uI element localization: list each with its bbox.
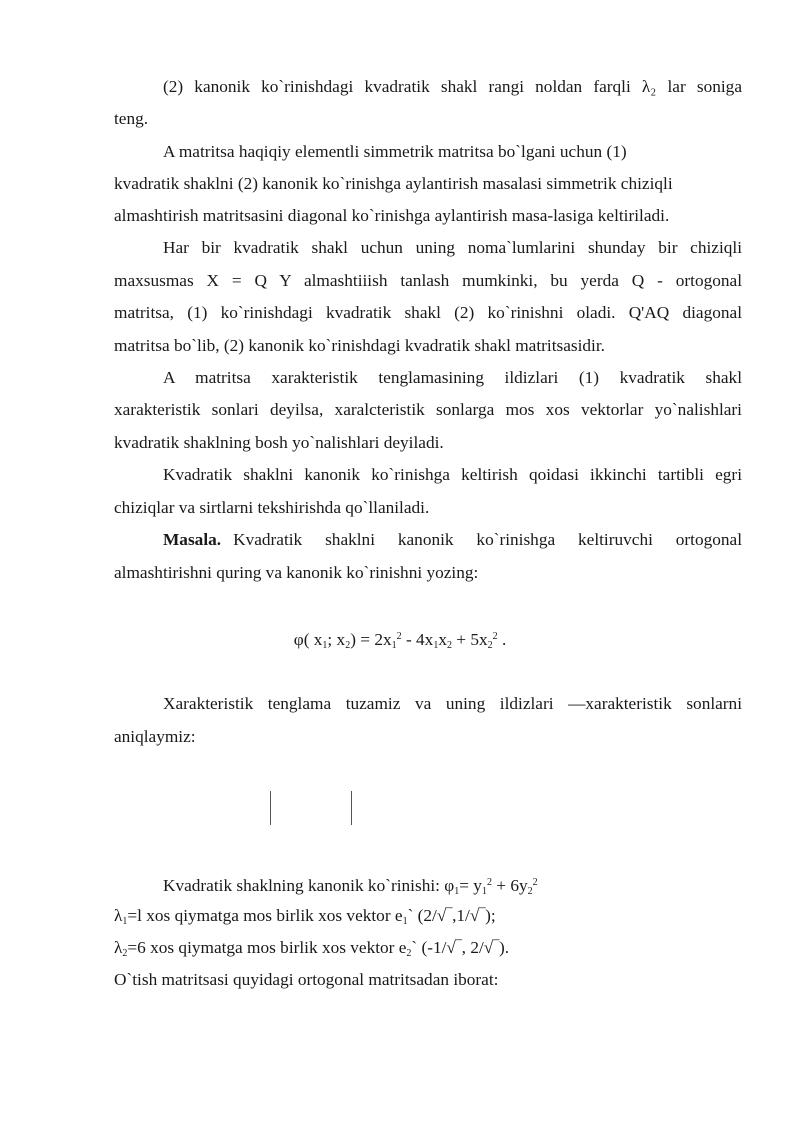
canonical-form-line: Kvadratik shaklning kanonik ko`rinishi: $\varphi_1= y_1^2 + 6y_2^2$ (163, 876, 538, 897)
determinant-bar-left (270, 791, 271, 825)
paragraph-line: matritsa bo`lib, (2) kanonik ko`rinishdagi kvadratik shakl matritsasidir. (114, 336, 605, 355)
paragraph-line: teng. (114, 109, 149, 128)
paragraph-line: (2) kanonik ko`rinishdagi kvadratik shakl rangi noldan farqli λ₂ lar soniga (163, 77, 742, 96)
paragraph-line: maxsusmas X = Q Y almashtiiish tanlash mumkinki, bu yerda Q - ortogonal (114, 271, 742, 290)
paragraph-line: Kvadratik shaklni kanonik ko`rinishga keltiruvchi ortogonal (233, 530, 742, 549)
paragraph-line: A matritsa xarakteristik tenglamasining ildizlari (1) kvadratik shakl (163, 368, 742, 387)
eigenvector-line-1: $\lambda_1=l$ xos qiymatga mos birlik xos vektor $e_1`$ (2/√‾,1/√‾); (114, 906, 496, 927)
paragraph-line: Har bir kvadratik shakl uchun uning noma`lumlarini shunday bir chiziqli (163, 238, 742, 257)
paragraph-line: xarakteristik sonlari deyilsa, xaralcteristik sonlarga mos xos vektorlar yo`nalishlari (114, 400, 742, 419)
paragraph-line: chiziqlar va sirtlarni tekshirishda qo`llaniladi. (114, 498, 430, 517)
paragraph-line: Xarakteristik tenglama tuzamiz va uning ildizlari —xarakteristik sonlarni (163, 694, 742, 713)
paragraph-line: O`tish matritsasi quyidagi ortogonal matritsadan iborat: (114, 970, 499, 989)
problem-label: Masala. (163, 530, 222, 549)
paragraph-line: aniqlaymiz: (114, 727, 196, 746)
paragraph-line: kvadratik shaklning bosh yo`nalishlari deyiladi. (114, 433, 444, 452)
paragraph-line: almashtirishni quring va kanonik ko`rinishni yozing: (114, 563, 479, 582)
paragraph-line: kvadratik shaklni (2) kanonik ko`rinishga aylantirish masalasi simmetrik chiziqli (114, 174, 673, 193)
paragraph-line: Kvadratik shaklni kanonik ko`rinishga keltirish qoidasi ikkinchi tartibli egri (163, 465, 742, 484)
paragraph-line: matritsa, (1) ko`rinishdagi kvadratik shakl (2) ko`rinishni oladi. Q'AQ diagonal (114, 303, 742, 322)
paragraph-line: almashtirish matritsasini diagonal ko`rinishga aylantirish masa-lasiga keltiriladi. (114, 206, 670, 225)
paragraph-line: A matritsa haqiqiy elementli simmetrik matritsa bo`lgani uchun (1) (163, 142, 627, 161)
quadratic-form-formula: φ( $x_1$; $x_2) = 2x_1^2 - 4x_1x_2 + 5x_2^2$ . (293, 630, 507, 651)
eigenvector-line-2: $\lambda_2=6$ xos qiymatga mos birlik xos vektor $e_2`$ (-1/√‾, 2/√‾). (114, 938, 510, 959)
problem-line (163, 529, 742, 551)
determinant-bar-right (351, 791, 352, 825)
